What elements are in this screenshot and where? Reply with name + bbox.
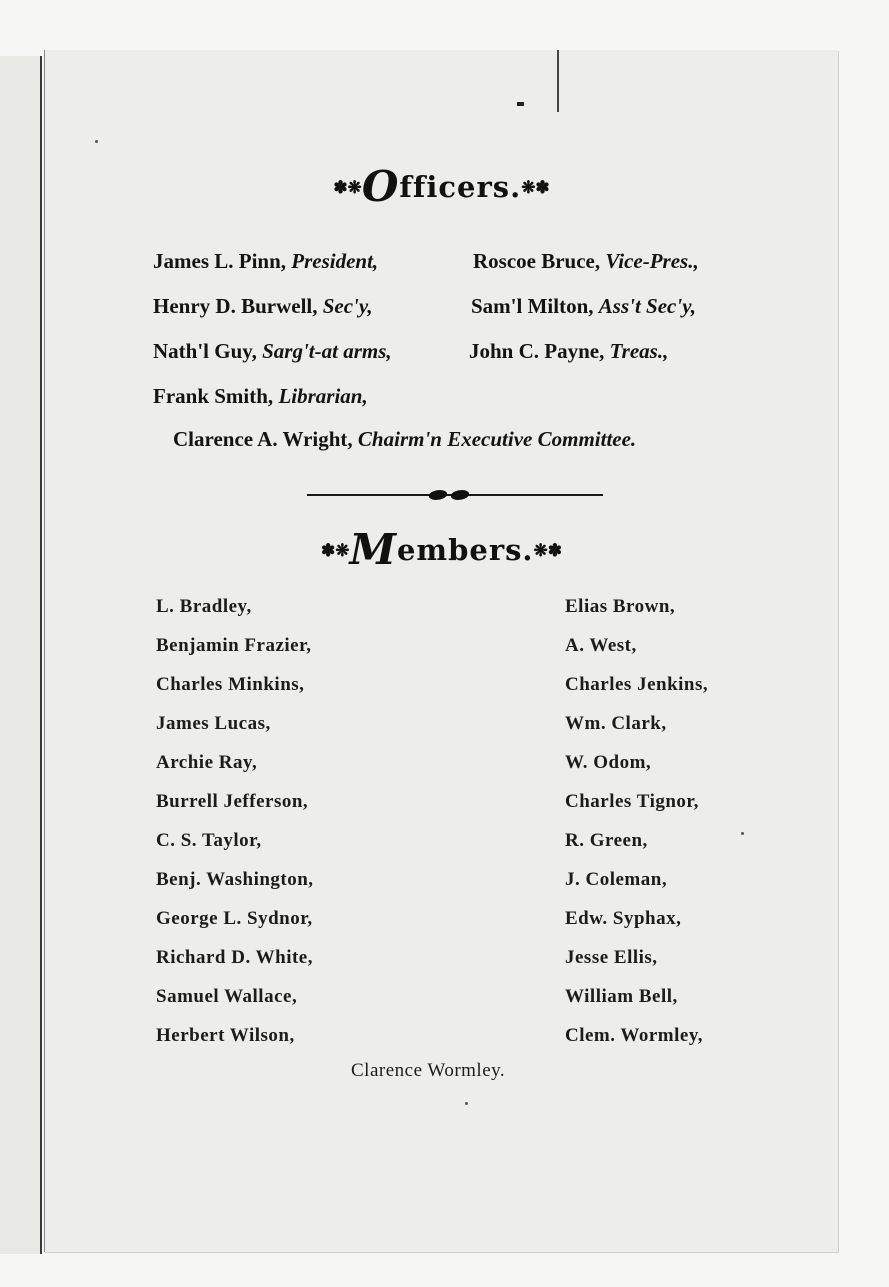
member-right: Charles Tignor, (565, 791, 699, 812)
ornament-right-icon: ❋✽ (521, 178, 550, 198)
member-right: Wm. Clark, (565, 713, 667, 734)
member-right: R. Green, (565, 830, 648, 851)
member-right: A. West, (565, 635, 637, 656)
officer-treasurer: John C. Payne, Treas., (469, 339, 669, 363)
document-page (44, 50, 838, 1252)
member-left: L. Bradley, (156, 596, 252, 617)
member-left: James Lucas, (156, 713, 271, 734)
divider-ornament-icon (427, 490, 449, 500)
page-mark (517, 102, 524, 106)
officer-vice-president: Roscoe Bruce, Vice-Pres., (473, 249, 699, 273)
officer-president: James L. Pinn, President, (153, 249, 379, 273)
officer-executive-chair: Clarence A. Wright, Chairm'n Executive Committee. (173, 427, 637, 451)
member-last: Clarence Wormley. (351, 1060, 506, 1081)
paper-speck (741, 832, 744, 835)
member-right: Jesse Ellis, (565, 947, 658, 968)
ornament-right-icon: ❋✽ (533, 541, 563, 561)
officers-heading: ✽❋Officers.❋✽ (333, 162, 550, 211)
member-right: Charles Jenkins, (565, 674, 709, 695)
member-left: Charles Minkins, (156, 674, 305, 695)
member-left: Archie Ray, (156, 752, 258, 773)
officer-sergeant-at-arms: Nath'l Guy, Sarg't-at arms, (153, 339, 392, 363)
member-right: William Bell, (565, 986, 678, 1007)
member-right: J. Coleman, (565, 869, 668, 890)
ornament-left-icon: ✽❋ (333, 178, 362, 198)
member-left: Herbert Wilson, (156, 1025, 295, 1046)
member-left: Benjamin Frazier, (156, 635, 312, 656)
ornament-left-icon: ✽❋ (320, 541, 350, 561)
member-left: Samuel Wallace, (156, 986, 298, 1007)
member-left: George L. Sydnor, (156, 908, 313, 929)
members-heading: ✽❋Members.❋✽ (320, 525, 563, 574)
member-right: W. Odom, (565, 752, 652, 773)
member-left: C. S. Taylor, (156, 830, 262, 851)
paper-speck (95, 140, 98, 143)
officer-secretary: Henry D. Burwell, Sec'y, (153, 294, 373, 318)
member-left: Benj. Washington, (156, 869, 314, 890)
member-right: Clem. Wormley, (565, 1025, 704, 1046)
officer-assistant-secretary: Sam'l Milton, Ass't Sec'y, (471, 294, 696, 318)
paper-speck (465, 1102, 468, 1105)
member-left: Richard D. White, (156, 947, 313, 968)
page-fold-mark (557, 50, 559, 112)
member-right: Edw. Syphax, (565, 908, 682, 929)
divider-ornament-icon (449, 490, 471, 500)
member-right: Elias Brown, (565, 596, 676, 617)
section-divider (307, 488, 603, 502)
officer-librarian: Frank Smith, Librarian, (153, 384, 368, 408)
member-left: Burrell Jefferson, (156, 791, 309, 812)
facing-page-edge (0, 56, 42, 1254)
